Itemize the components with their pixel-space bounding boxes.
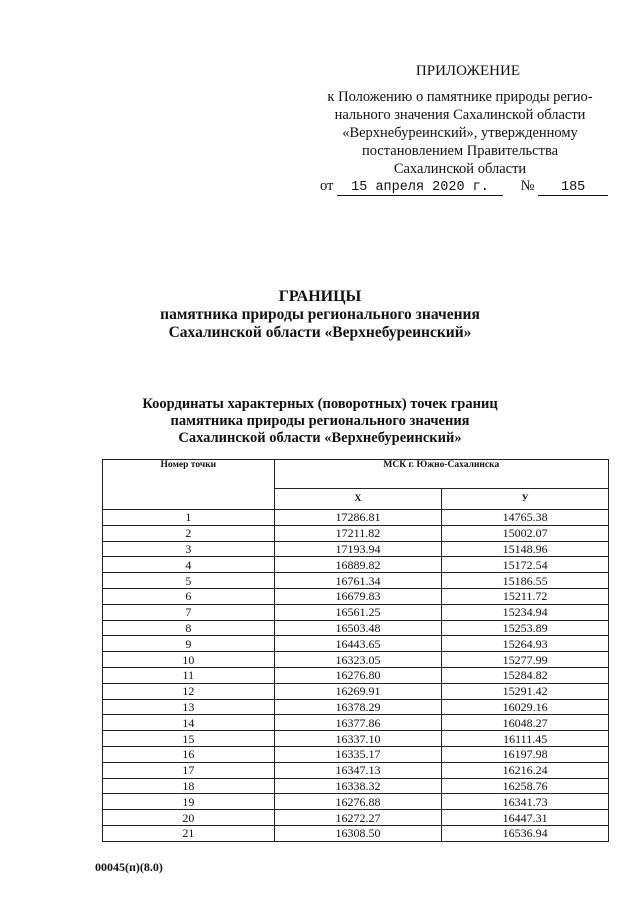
document-heading [100,288,540,342]
cell-y: 16536.94 [442,825,609,841]
cell-y: 16258.76 [442,778,609,794]
header-coordinate-system: МСК г. Южно-Сахалинска [274,460,608,489]
table-caption [100,396,540,447]
table-row [103,557,609,573]
appendix-line: к Положению о памятнике природы регио- [327,89,593,105]
caption-line: памятника природы регионального значения [170,413,470,429]
from-label: от [320,178,334,194]
table-row [103,636,609,652]
table-row [103,573,609,589]
table-row [103,652,609,668]
header-point-number: Номер точки [103,460,275,510]
cell-point-number: 9 [103,636,275,652]
order-date: 15 апреля 2020 г. [337,180,503,196]
cell-y: 15264.93 [442,636,609,652]
cell-point-number: 2 [103,525,275,541]
cell-y: 15277.99 [442,652,609,668]
cell-point-number: 11 [103,667,275,683]
cell-x: 16377.86 [274,715,442,731]
caption-line: Координаты характерных (поворотных) точек границ [142,396,498,412]
cell-x: 16276.80 [274,667,442,683]
cell-x: 16308.50 [274,825,442,841]
cell-x: 16272.27 [274,810,442,826]
cell-y: 16216.24 [442,762,609,778]
cell-point-number: 15 [103,731,275,747]
cell-point-number: 12 [103,683,275,699]
appendix-line: «Верхнебуреинский», утвержденному [342,125,578,141]
cell-y: 15211.72 [442,588,609,604]
cell-y: 15284.82 [442,667,609,683]
cell-y: 15253.89 [442,620,609,636]
table-row [103,604,609,620]
cell-x: 17211.82 [274,525,442,541]
cell-point-number: 19 [103,794,275,810]
number-label: № [520,178,535,194]
footer-code: 00045(п)(8.0) [95,860,163,874]
table-row [103,588,609,604]
cell-point-number: 10 [103,652,275,668]
caption-line: Сахалинской области «Верхнебуреинский» [178,430,462,446]
table-row [103,810,609,826]
table-row [103,825,609,841]
cell-y: 15291.42 [442,683,609,699]
appendix-title: ПРИЛОЖЕНИЕ [415,63,520,79]
table-row [103,731,609,747]
table-row [103,667,609,683]
heading-title: ГРАНИЦЫ [278,288,362,305]
cell-point-number: 4 [103,557,275,573]
cell-point-number: 6 [103,588,275,604]
cell-y: 15172.54 [442,557,609,573]
cell-point-number: 18 [103,778,275,794]
cell-point-number: 21 [103,825,275,841]
header-x: X [274,489,442,510]
appendix-block [300,62,620,178]
table-row [103,762,609,778]
cell-y: 15234.94 [442,604,609,620]
cell-point-number: 17 [103,762,275,778]
cell-y: 15002.07 [442,525,609,541]
cell-point-number: 5 [103,573,275,589]
cell-y: 16048.27 [442,715,609,731]
order-number: 185 [538,180,608,196]
cell-x: 16338.32 [274,778,442,794]
cell-point-number: 8 [103,620,275,636]
table-row [103,699,609,715]
cell-point-number: 7 [103,604,275,620]
cell-x: 16276.88 [274,794,442,810]
table-row [103,541,609,557]
cell-x: 16443.65 [274,636,442,652]
cell-y: 16111.45 [442,731,609,747]
cell-x: 16323.05 [274,652,442,668]
cell-y: 15148.96 [442,541,609,557]
cell-y: 16029.16 [442,699,609,715]
cell-x: 16347.13 [274,762,442,778]
cell-y: 15186.55 [442,573,609,589]
cell-point-number: 20 [103,810,275,826]
cell-x: 16889.82 [274,557,442,573]
appendix-line: Сахалинской области [393,161,527,177]
cell-x: 16337.10 [274,731,442,747]
cell-x: 16679.83 [274,588,442,604]
table-row [103,746,609,762]
cell-point-number: 1 [103,510,275,526]
cell-point-number: 3 [103,541,275,557]
table-row [103,525,609,541]
table-row [103,683,609,699]
table-body [103,510,609,842]
cell-point-number: 16 [103,746,275,762]
cell-y: 14765.38 [442,510,609,526]
coordinates-table [102,459,609,842]
heading-line: Сахалинской области «Верхнебуреинский» [168,324,472,341]
cell-point-number: 14 [103,715,275,731]
cell-x: 17193.94 [274,541,442,557]
cell-y: 16197.98 [442,746,609,762]
header-y: У [442,489,609,510]
order-line [320,178,608,196]
heading-line: памятника природы регионального значения [160,306,480,323]
cell-x: 16761.34 [274,573,442,589]
table-row [103,715,609,731]
table-row [103,794,609,810]
cell-x: 16269.91 [274,683,442,699]
cell-point-number: 13 [103,699,275,715]
appendix-line: постановлением Правительства [361,143,559,159]
cell-x: 16335.17 [274,746,442,762]
cell-x: 16561.25 [274,604,442,620]
appendix-line: нального значения Сахалинской области [334,107,586,123]
cell-x: 17286.81 [274,510,442,526]
cell-x: 16503.48 [274,620,442,636]
cell-x: 16378.29 [274,699,442,715]
table-row [103,620,609,636]
cell-y: 16341.73 [442,794,609,810]
table-row [103,778,609,794]
table-row [103,510,609,526]
cell-y: 16447.31 [442,810,609,826]
